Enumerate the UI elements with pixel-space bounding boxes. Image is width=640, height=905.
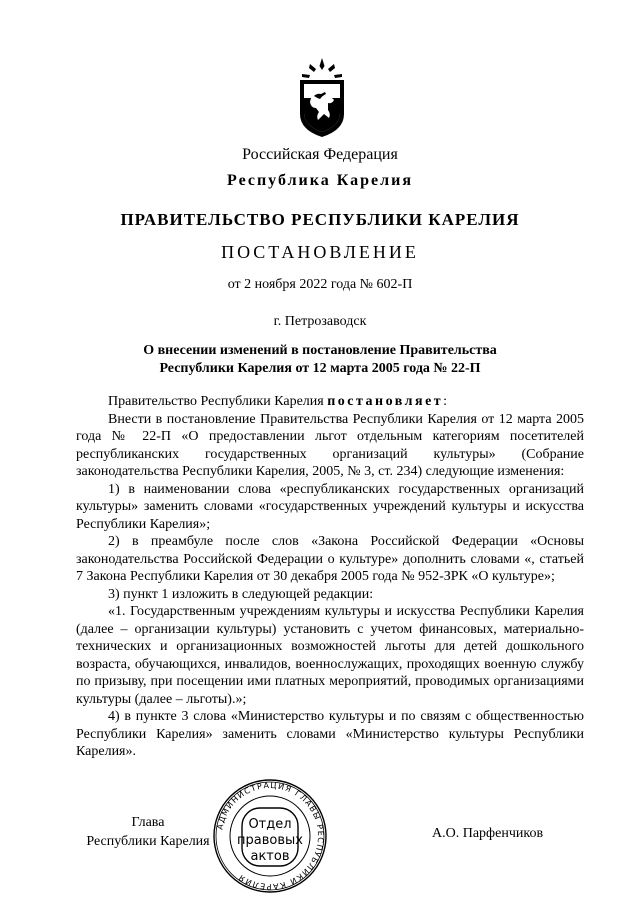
body-paragraph-3: 2) в преамбуле после слов «Закона Российской Федерации «Основы законодательства Российской Федерации о культуре» дополнить словами «, статьей 7 Закона Республики Карелия от 30 декабря 2005 года № 952-ЗРК «О культуре»; <box>76 534 584 584</box>
stamp-line-1: Отдел <box>248 817 292 832</box>
stamp-line-3: актов <box>250 849 290 864</box>
body-paragraph-6: 4) в пункте 3 слова «Министерство культуры и по связям с общественностью Республики Карелия» заменить словами «Министерство культуры Республики Карелия». <box>76 709 584 759</box>
intro-paragraph <box>76 393 584 411</box>
document-title-line-1: О внесении изменений в постановление Правительства <box>143 343 497 358</box>
government-title: ПРАВИТЕЛЬСТВО РЕСПУБЛИКИ КАРЕЛИЯ <box>120 210 520 229</box>
stamp-line-2: правовых <box>237 833 303 848</box>
republic-name: Республика Карелия <box>227 172 413 189</box>
signatory-title-line-1: Глава <box>131 815 165 830</box>
document-date-number: от 2 ноября 2022 года № 602-П <box>227 277 413 292</box>
body-paragraph-5: «1. Государственным учреждениям культуры и искусства Республики Карелия (далее – организации культуры) установить с учетом финансовых, материально-технических и организационных возможностей льготы для детей дошкольного возраста, обучающихся, инвалидов, военнослужащих, проходящих военную службу по призыву, при посещении ими платных мероприятий, проводимых организациями культуры (далее – льготы).»; <box>76 604 584 707</box>
official-stamp <box>200 778 340 894</box>
signatory-name: А.О. Парфенчиков <box>432 826 544 841</box>
signatory-title-line-2: Республики Карелия <box>86 834 210 849</box>
stamp-ring-text: АДМИНИСТРАЦИЯ ГЛАВЫ РЕСПУБЛИКИ КАРЕЛИЯ <box>215 780 326 892</box>
intro-text: Правительство Республики Карелия <box>108 394 328 409</box>
body-paragraph-2: 1) в наименовании слова «республиканских государственных организаций культуры» заменить словами «государственных учреждений культуры и искусства Республики Карелия»; <box>76 481 584 532</box>
document-type: ПОСТАНОВЛЕНИЕ <box>221 242 419 262</box>
intro-colon: : <box>443 394 448 409</box>
body-paragraph-4: 3) пункт 1 изложить в следующей редакции: <box>108 586 374 602</box>
document-body <box>76 393 584 761</box>
document-title <box>0 342 640 378</box>
body-paragraph-1: Внести в постановление Правительства Республики Карелия от 12 марта 2005 года № 22-П «О предоставлении льгот отдельным категориям посетителей республиканских государственных организаций культуры» (Собрание законодательства Республики Карелия, 2005, № 3, ст. 234) следующие изменения: <box>76 411 584 479</box>
emblem-star-icon <box>302 58 342 78</box>
signatory-title <box>78 813 218 851</box>
intro-decree-word: постановляет <box>327 394 444 409</box>
document-city: г. Петрозаводск <box>273 314 367 329</box>
document-title-line-2: Республики Карелия от 12 марта 2005 года № 22-П <box>159 361 481 376</box>
coat-of-arms-emblem <box>296 58 348 138</box>
country-name: Российская Федерация <box>242 146 398 163</box>
